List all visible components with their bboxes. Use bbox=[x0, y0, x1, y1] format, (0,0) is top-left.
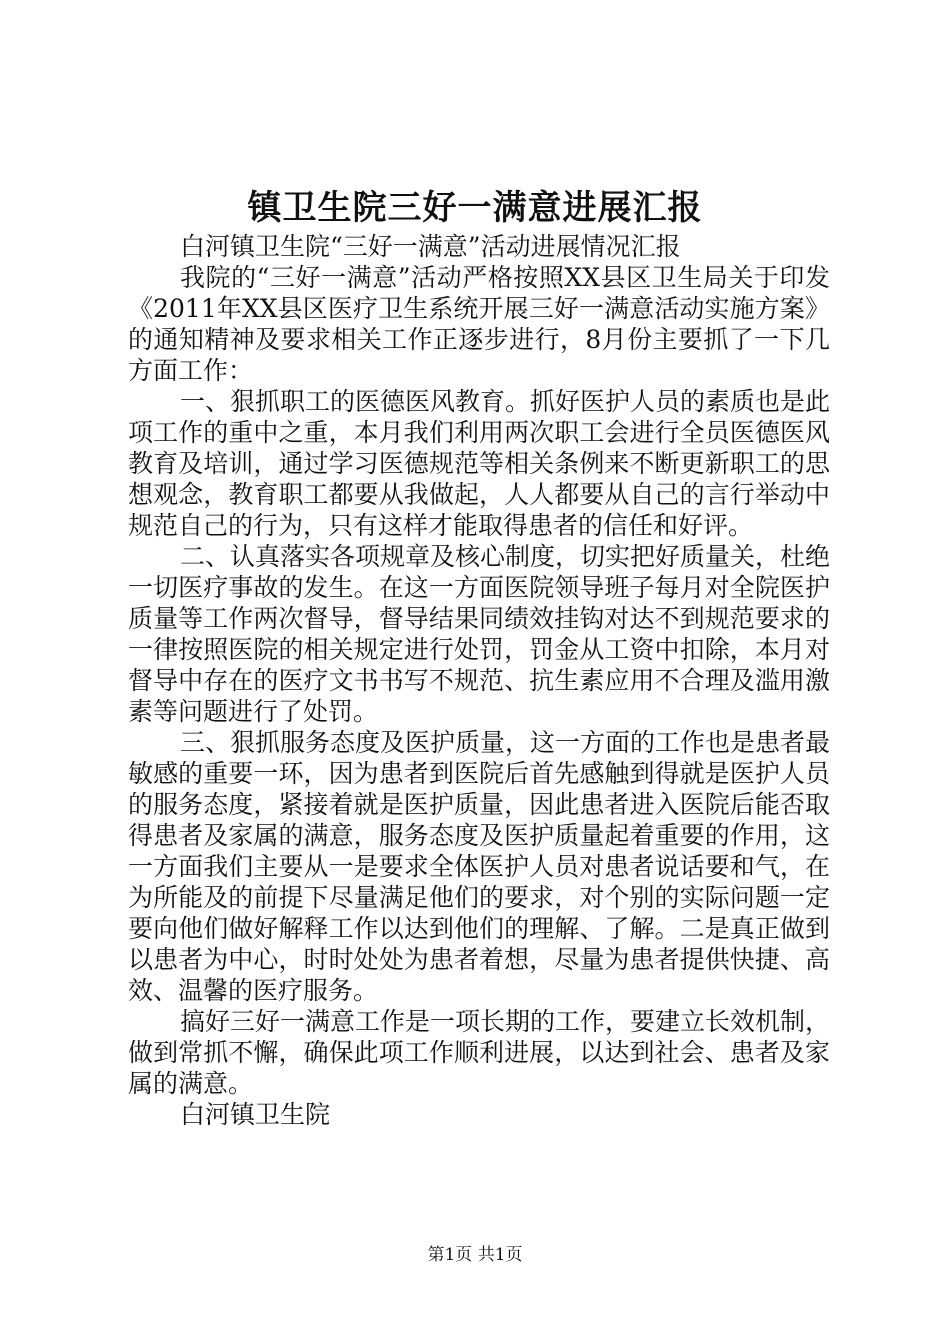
intro-paragraph: 我院的“三好一满意”活动严格按照XX县区卫生局关于印发《2011年XX县区医疗卫生系统开展三好一满意活动实施方案》的通知精神及要求相关工作正逐步进行，8月份主要抓了一下几方面工作： bbox=[128, 263, 830, 385]
document-body bbox=[128, 231, 830, 1130]
page-number-footer: 第1页 共1页 bbox=[427, 1245, 523, 1265]
section-one-paragraph: 一、狠抓职工的医德医风教育。抓好医护人员的素质也是此项工作的重中之重，本月我们利用两次职工会进行全员医德医风教育及培训，通过学习医德规范等相关条例来不断更新职工的思想观念，教育职工都要从我做起，人人都要从自己的言行举动中规范自己的行为，只有这样才能取得患者的信任和好评。 bbox=[128, 387, 831, 540]
section-two-paragraph: 二、认真落实各项规章及核心制度，切实把好质量关，杜绝一切医疗事故的发生。在这一方面医院领导班子每月对全院医护质量等工作两次督导，督导结果同绩效挂钩对达不到规范要求的一律按照医院的相关规定进行处罚，罚金从工资中扣除，本月对督导中存在的医疗文书书写不规范、抗生素应用不合理及滥用激素等问题进行了处罚。 bbox=[128, 542, 831, 726]
subtitle-paragraph: 白河镇卫生院“三好一满意”活动进展情况汇报 bbox=[180, 232, 681, 261]
signature-paragraph: 白河镇卫生院 bbox=[180, 1100, 331, 1129]
document-title: 镇卫生院三好一满意进展汇报 bbox=[247, 188, 703, 228]
conclusion-paragraph: 搞好三好一满意工作是一项长期的工作，要建立长效机制，做到常抓不懈，确保此项工作顺利进展，以达到社会、患者及家属的满意。 bbox=[128, 1007, 831, 1098]
section-three-paragraph: 三、狠抓服务态度及医护质量，这一方面的工作也是患者最敏感的重要一环，因为患者到医院后首先感触到得就是医护人员的服务态度，紧接着就是医护质量，因此患者进入医院后能否取得患者及家属的满意，服务态度及医护质量起着重要的作用，这一方面我们主要从一是要求全体医护人员对患者说话要和气，在为所能及的前提下尽量满足他们的要求，对个别的实际问题一定要向他们做好解释工作以达到他们的理解、了解。二是真正做到以患者为中心，时时处处为患者着想，尽量为患者提供快捷、高效、温馨的医疗服务。 bbox=[128, 728, 831, 1005]
